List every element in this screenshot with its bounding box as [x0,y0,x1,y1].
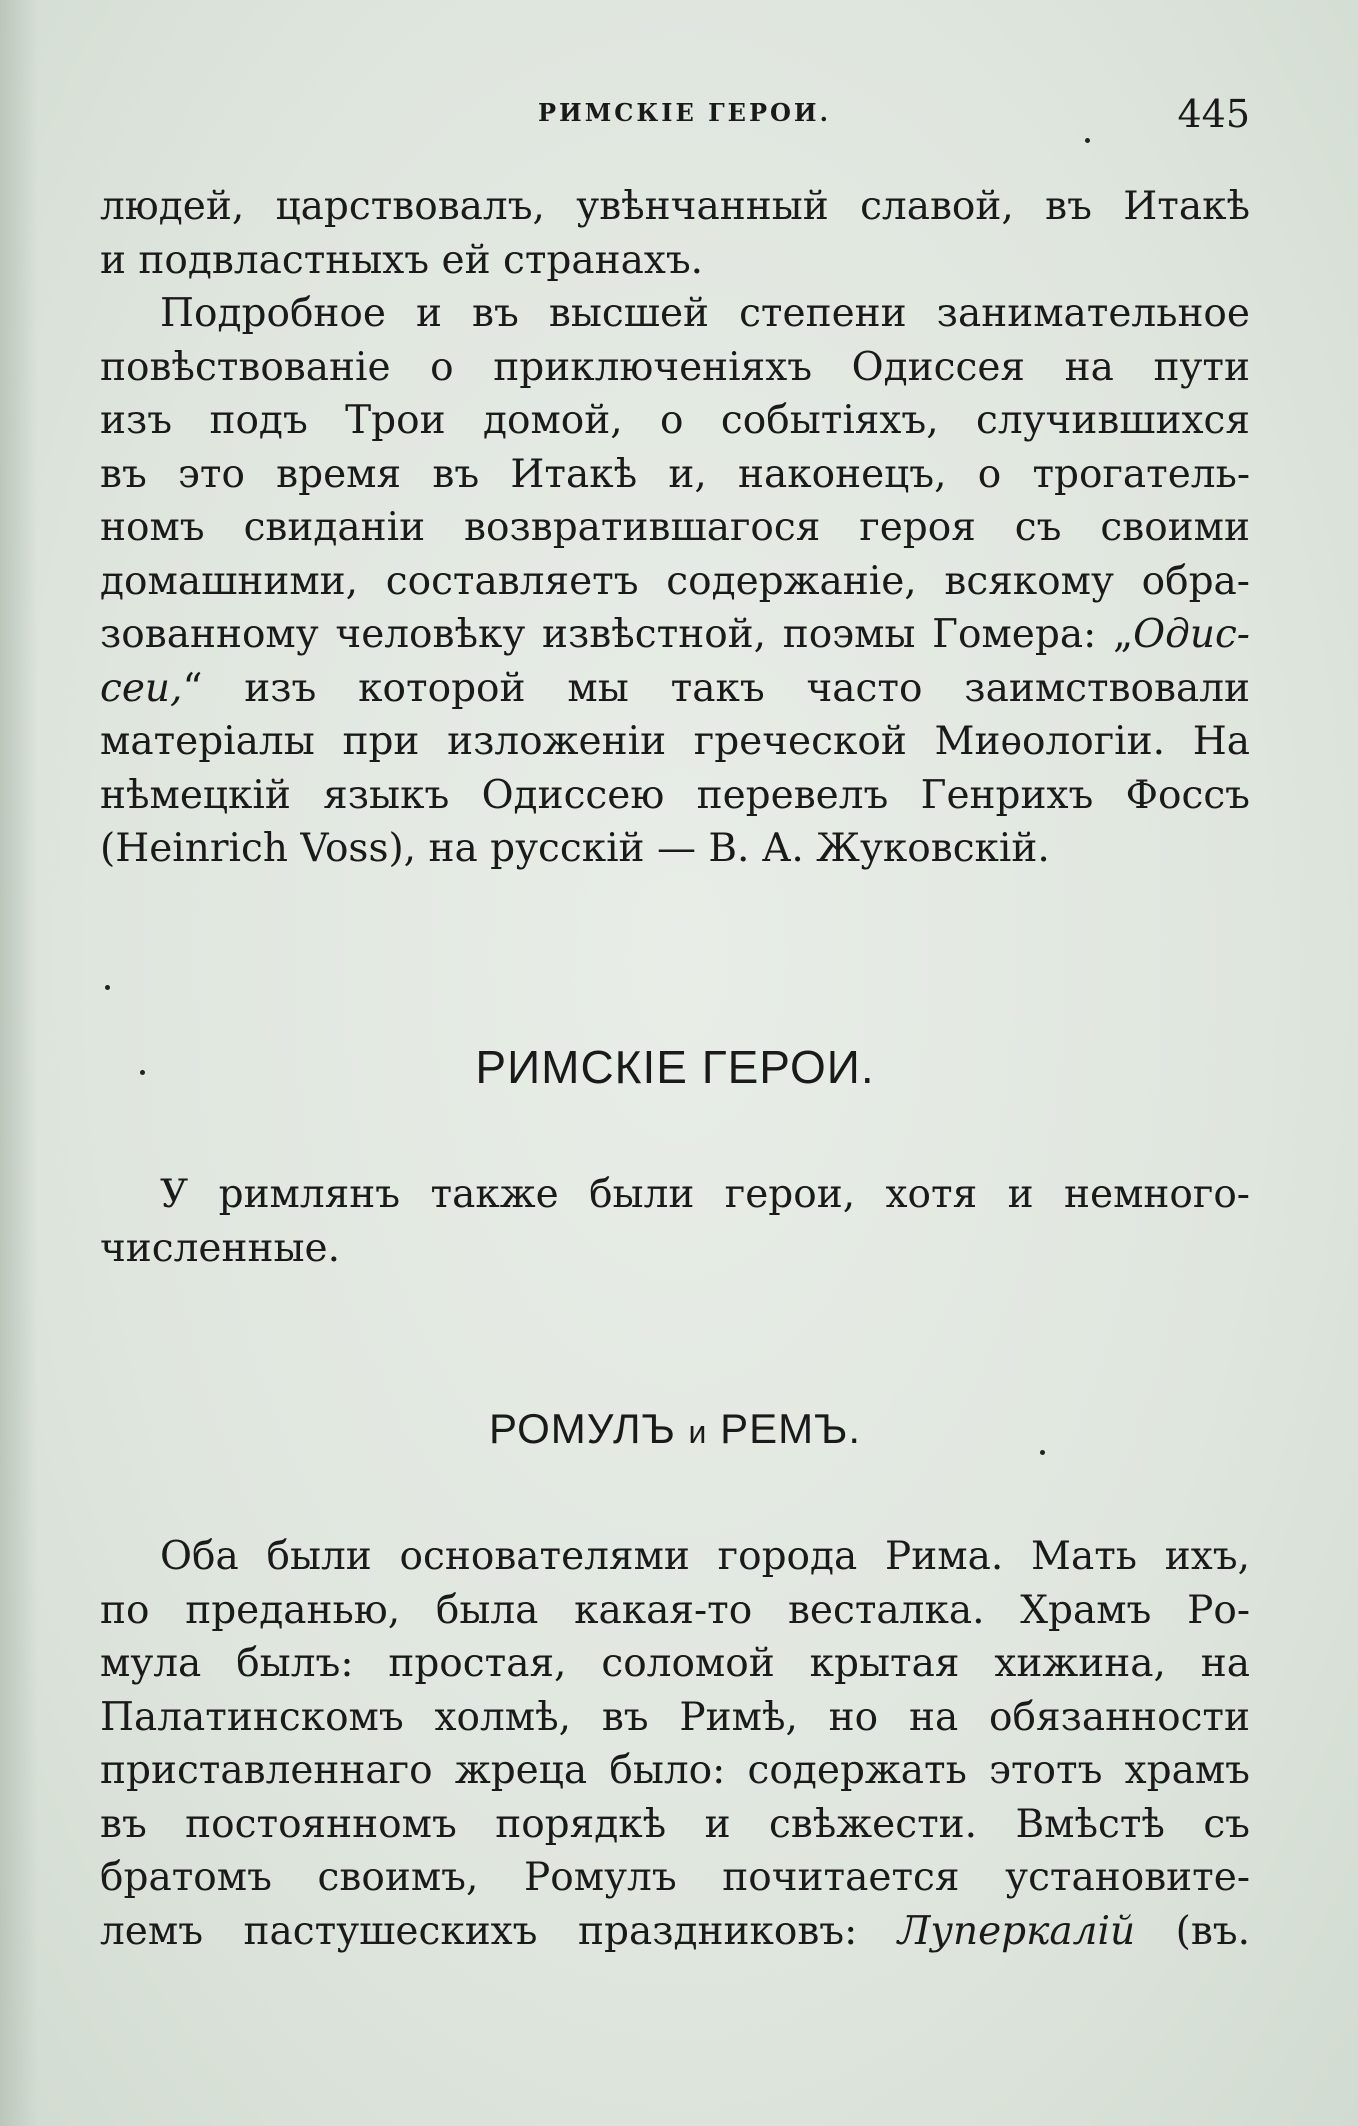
italic-title-odyssey: Одис- [1133,612,1250,657]
text-line: приставленнаго жреца было: содержать этотъ храмъ [100,1748,1250,1793]
text-line: въ это время въ Итакѣ и, наконецъ, о трогатель- [100,451,1250,497]
ink-speck [105,985,110,990]
ink-speck [1085,138,1090,143]
ink-speck [140,1070,145,1075]
running-head [100,92,1250,136]
text-line: номъ свиданіи возвратившагося героя съ своими [100,505,1250,550]
section-heading-romulus-remus [100,1405,1250,1453]
text-fragment: зованному человѣку извѣстной, поэмы Гомера: „ [100,612,1134,657]
section-heading-roman-heroes: РИМСКІЕ ГЕРОИ. [475,1041,875,1093]
text-block-roman-heroes [100,1168,1250,1275]
text-line [100,662,1250,716]
italic-term-lupercalia: Луперкалій [897,1908,1136,1954]
text-line: и подвластныхъ ей странахъ. [100,237,704,283]
text-line: Оба были основателями города Рима. Мать ихъ, [160,1534,1250,1579]
heading-conjunction: и [688,1414,708,1450]
text-fragment: лемъ пастушескихъ праздниковъ: [100,1908,898,1954]
text-line: нѣмецкій языкъ Одиссею перевелъ Генрихъ Фоссъ [100,772,1250,818]
text-block-odyssey [100,180,1250,876]
text-line: матеріалы при изложеніи греческой Миѳологіи. На [100,719,1250,764]
text-block-romulus-remus [100,1530,1250,1958]
ink-speck [1040,1450,1045,1455]
heading-part: РОМУЛЪ [489,1405,676,1452]
text-line: Подробное и въ высшей степени занимательное [160,291,1250,336]
text-line: по преданью, была какая-то весталка. Храмъ Ро- [100,1587,1250,1633]
text-line: домашними, составляетъ содержаніе, всякому обра- [100,558,1250,604]
text-line: братомъ своимъ, Ромулъ почитается установите- [100,1855,1250,1900]
running-title: РИМСКІЕ ГЕРОИ. [538,98,831,127]
text-line: повѣствованіе о приключеніяхъ Одиссея на пути [100,344,1250,390]
page-gutter-shadow [0,0,38,2126]
page-number: 445 [1177,92,1250,136]
heading-part: РЕМЪ. [720,1405,861,1452]
text-line: въ постоянномъ порядкѣ и свѣжести. Вмѣстѣ съ [100,1801,1250,1847]
text-line: изъ подъ Трои домой, о событіяхъ, случившихся [100,398,1250,443]
text-line: людей, царствовалъ, увѣнчанный славой, въ Итакѣ [100,184,1250,229]
text-line: Палатинскомъ холмѣ, въ Римѣ, но на обязанности [100,1694,1250,1740]
text-line [100,1905,1250,1959]
italic-title-odyssey-end: сеи, [100,665,183,711]
text-line: У римлянъ также были герои, хотя и немного- [160,1172,1250,1217]
text-fragment: “ изъ которой мы такъ часто заимствовали [182,665,1250,711]
text-line: (Heinrich Voss), на русскій — В. А. Жуковскій. [100,826,1050,871]
text-line: численные. [100,1225,340,1271]
text-line: мула былъ: простая, соломой крытая хижина, на [100,1641,1250,1686]
text-fragment: (въ. [1135,1908,1250,1954]
text-line [100,608,1250,662]
